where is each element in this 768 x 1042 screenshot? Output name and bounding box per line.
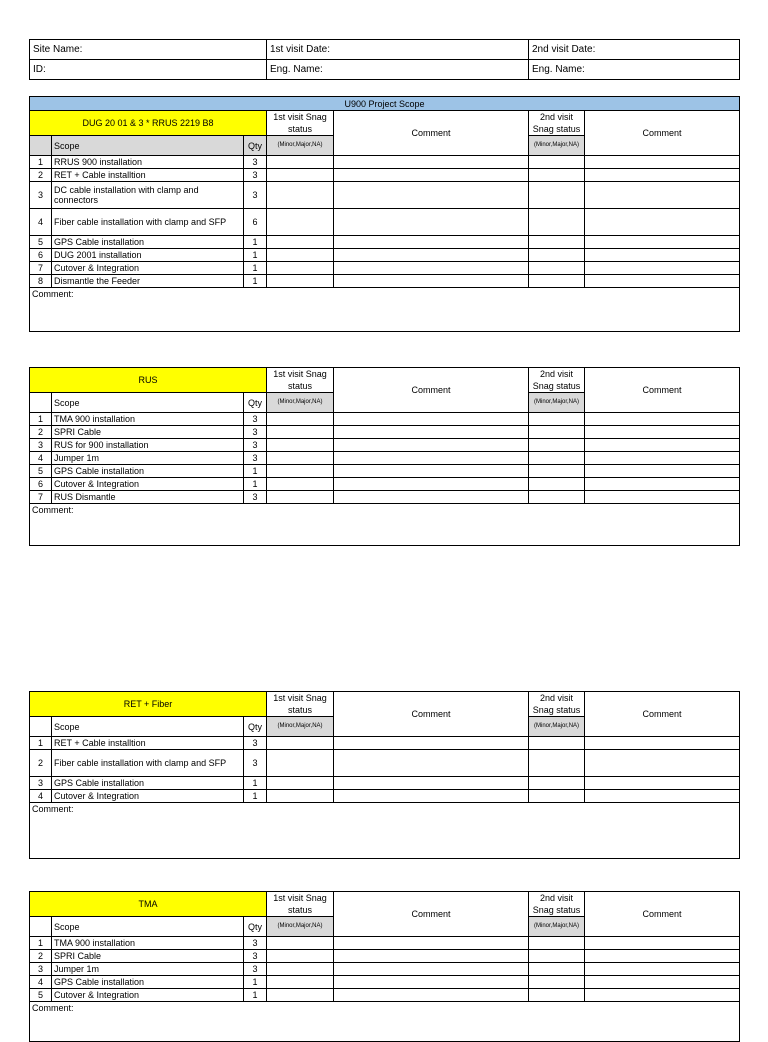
table-row xyxy=(30,426,740,439)
table-row xyxy=(30,262,740,275)
row-qty: 3 xyxy=(244,182,267,209)
row-first-snag-cell[interactable] xyxy=(267,262,334,275)
scope-header: Scope xyxy=(52,717,244,737)
row-scope: Cutover & Integration xyxy=(52,790,244,803)
row-comment-2-cell[interactable] xyxy=(585,209,740,236)
row-comment-1-cell[interactable] xyxy=(334,169,529,182)
section-u900-table xyxy=(29,96,740,332)
row-number: 2 xyxy=(30,950,52,963)
row-number: 5 xyxy=(30,465,52,478)
row-scope: Cutover & Integration xyxy=(52,989,244,1002)
comment-header-1: Comment xyxy=(334,111,529,156)
row-number: 6 xyxy=(30,249,52,262)
row-scope: Jumper 1m xyxy=(52,452,244,465)
row-qty: 1 xyxy=(244,777,267,790)
scope-header: Scope xyxy=(52,917,244,937)
section-comment-box[interactable]: Comment: xyxy=(30,1002,740,1042)
row-number: 4 xyxy=(30,452,52,465)
row-qty: 3 xyxy=(244,452,267,465)
row-second-snag-cell[interactable] xyxy=(529,963,585,976)
row-qty: 1 xyxy=(244,790,267,803)
row-first-snag-cell[interactable] xyxy=(267,950,334,963)
row-second-snag-cell[interactable] xyxy=(529,262,585,275)
row-qty: 3 xyxy=(244,937,267,950)
row-comment-1-cell[interactable] xyxy=(334,777,529,790)
row-comment-2-cell[interactable] xyxy=(585,452,740,465)
row-second-snag-cell[interactable] xyxy=(529,737,585,750)
first-snag-header: 1st visit Snag status xyxy=(267,892,334,917)
row-comment-1-cell[interactable] xyxy=(334,249,529,262)
row-first-snag-cell[interactable] xyxy=(267,209,334,236)
row-comment-1-cell[interactable] xyxy=(334,989,529,1002)
section-title: TMA xyxy=(30,892,267,917)
row-comment-2-cell[interactable] xyxy=(585,737,740,750)
row-first-snag-cell[interactable] xyxy=(267,275,334,288)
section-comment-box[interactable]: Comment: xyxy=(30,803,740,859)
table-row xyxy=(30,976,740,989)
row-second-snag-cell[interactable] xyxy=(529,156,585,169)
row-comment-2-cell[interactable] xyxy=(585,989,740,1002)
row-qty: 1 xyxy=(244,976,267,989)
row-number: 5 xyxy=(30,989,52,1002)
row-comment-1-cell[interactable] xyxy=(334,976,529,989)
row-scope: GPS Cable installation xyxy=(52,777,244,790)
row-qty: 3 xyxy=(244,426,267,439)
row-number: 1 xyxy=(30,937,52,950)
row-number: 8 xyxy=(30,275,52,288)
row-first-snag-cell[interactable] xyxy=(267,790,334,803)
second-snag-subheader: (Minor,Major,NA) xyxy=(529,136,585,156)
table-row xyxy=(30,963,740,976)
comment-header-1: Comment xyxy=(334,692,529,737)
row-first-snag-cell[interactable] xyxy=(267,236,334,249)
row-comment-2-cell[interactable] xyxy=(585,426,740,439)
row-comment-2-cell[interactable] xyxy=(585,156,740,169)
row-number: 1 xyxy=(30,413,52,426)
row-comment-1-cell[interactable] xyxy=(334,236,529,249)
row-first-snag-cell[interactable] xyxy=(267,439,334,452)
row-scope: RUS Dismantle xyxy=(52,491,244,504)
row-comment-2-cell[interactable] xyxy=(585,275,740,288)
row-second-snag-cell[interactable] xyxy=(529,465,585,478)
table-row xyxy=(30,478,740,491)
row-first-snag-cell[interactable] xyxy=(267,156,334,169)
row-comment-2-cell[interactable] xyxy=(585,413,740,426)
row-qty: 1 xyxy=(244,249,267,262)
row-number: 4 xyxy=(30,209,52,236)
id-field[interactable]: ID: xyxy=(30,60,267,80)
row-scope: GPS Cable installation xyxy=(52,465,244,478)
row-qty: 1 xyxy=(244,275,267,288)
row-first-snag-cell[interactable] xyxy=(267,963,334,976)
row-scope: Fiber cable installation with clamp and SFP xyxy=(52,209,244,236)
row-qty: 3 xyxy=(244,750,267,777)
table-row xyxy=(30,937,740,950)
row-first-snag-cell[interactable] xyxy=(267,491,334,504)
row-comment-1-cell[interactable] xyxy=(334,439,529,452)
row-number: 3 xyxy=(30,963,52,976)
table-row xyxy=(30,750,740,777)
section-comment-box[interactable]: Comment: xyxy=(30,504,740,546)
row-comment-2-cell[interactable] xyxy=(585,950,740,963)
row-qty: 6 xyxy=(244,209,267,236)
first-snag-subheader: (Minor,Major,NA) xyxy=(267,917,334,937)
table-row xyxy=(30,156,740,169)
section-title: RET + Fiber xyxy=(30,692,267,717)
row-second-snag-cell[interactable] xyxy=(529,209,585,236)
row-number: 2 xyxy=(30,750,52,777)
row-comment-1-cell[interactable] xyxy=(334,182,529,209)
row-first-snag-cell[interactable] xyxy=(267,465,334,478)
row-scope: RET + Cable installtion xyxy=(52,169,244,182)
row-second-snag-cell[interactable] xyxy=(529,937,585,950)
row-comment-2-cell[interactable] xyxy=(585,182,740,209)
table-row xyxy=(30,491,740,504)
row-number: 3 xyxy=(30,182,52,209)
section-rus-table xyxy=(29,367,740,546)
row-comment-1-cell[interactable] xyxy=(334,750,529,777)
row-comment-2-cell[interactable] xyxy=(585,262,740,275)
row-second-snag-cell[interactable] xyxy=(529,491,585,504)
qty-header: Qty xyxy=(244,393,267,413)
row-second-snag-cell[interactable] xyxy=(529,777,585,790)
row-scope: Cutover & Integration xyxy=(52,478,244,491)
row-first-snag-cell[interactable] xyxy=(267,750,334,777)
comment-header-2: Comment xyxy=(585,111,740,156)
row-second-snag-cell[interactable] xyxy=(529,950,585,963)
table-row xyxy=(30,439,740,452)
row-second-snag-cell[interactable] xyxy=(529,413,585,426)
row-first-snag-cell[interactable] xyxy=(267,182,334,209)
scope-header: Scope xyxy=(52,393,244,413)
table-row xyxy=(30,989,740,1002)
eng-name-2-field[interactable]: Eng. Name: xyxy=(529,60,740,80)
first-snag-subheader: (Minor,Major,NA) xyxy=(267,136,334,156)
row-scope: SPRI Cable xyxy=(52,426,244,439)
section-ret-fiber-table xyxy=(29,691,740,859)
row-comment-1-cell[interactable] xyxy=(334,465,529,478)
section-comment-box[interactable]: Comment: xyxy=(30,288,740,332)
table-row xyxy=(30,737,740,750)
table-row xyxy=(30,236,740,249)
section-title: RUS xyxy=(30,368,267,393)
row-qty: 1 xyxy=(244,465,267,478)
row-scope: RRUS 900 installation xyxy=(52,156,244,169)
row-number: 7 xyxy=(30,491,52,504)
table-row xyxy=(30,465,740,478)
row-second-snag-cell[interactable] xyxy=(529,249,585,262)
first-snag-header: 1st visit Snag status xyxy=(267,368,334,393)
row-number: 1 xyxy=(30,156,52,169)
row-number: 5 xyxy=(30,236,52,249)
second-snag-header: 2nd visit Snag status xyxy=(529,111,585,136)
row-scope: GPS Cable installation xyxy=(52,236,244,249)
row-scope: Cutover & Integration xyxy=(52,262,244,275)
section-tma-table xyxy=(29,891,740,1042)
row-scope: GPS Cable installation xyxy=(52,976,244,989)
row-second-snag-cell[interactable] xyxy=(529,989,585,1002)
row-first-snag-cell[interactable] xyxy=(267,249,334,262)
row-scope: Fiber cable installation with clamp and SFP xyxy=(52,750,244,777)
row-comment-2-cell[interactable] xyxy=(585,976,740,989)
row-first-snag-cell[interactable] xyxy=(267,737,334,750)
row-comment-2-cell[interactable] xyxy=(585,777,740,790)
row-qty: 3 xyxy=(244,439,267,452)
comment-header-1: Comment xyxy=(334,368,529,413)
row-scope: DC cable installation with clamp and connectors xyxy=(52,182,244,209)
row-second-snag-cell[interactable] xyxy=(529,182,585,209)
row-second-snag-cell[interactable] xyxy=(529,750,585,777)
row-number: 2 xyxy=(30,169,52,182)
comment-header-2: Comment xyxy=(585,692,740,737)
section-title: DUG 20 01 & 3 * RRUS 2219 B8 xyxy=(30,111,267,136)
table-row xyxy=(30,275,740,288)
row-number: 2 xyxy=(30,426,52,439)
row-comment-1-cell[interactable] xyxy=(334,426,529,439)
row-number: 3 xyxy=(30,439,52,452)
qty-header: Qty xyxy=(244,917,267,937)
row-first-snag-cell[interactable] xyxy=(267,426,334,439)
row-comment-2-cell[interactable] xyxy=(585,236,740,249)
row-scope: TMA 900 installation xyxy=(52,413,244,426)
row-qty: 1 xyxy=(244,989,267,1002)
row-first-snag-cell[interactable] xyxy=(267,478,334,491)
second-snag-header: 2nd visit Snag status xyxy=(529,368,585,393)
second-visit-date-field[interactable]: 2nd visit Date: xyxy=(529,40,740,60)
row-comment-1-cell[interactable] xyxy=(334,478,529,491)
table-row xyxy=(30,182,740,209)
row-comment-1-cell[interactable] xyxy=(334,262,529,275)
table-row xyxy=(30,209,740,236)
table-row xyxy=(30,169,740,182)
scope-header: Scope xyxy=(52,136,244,156)
row-comment-2-cell[interactable] xyxy=(585,249,740,262)
row-scope: DUG 2001 installation xyxy=(52,249,244,262)
second-snag-subheader: (Minor,Major,NA) xyxy=(529,393,585,413)
row-comment-1-cell[interactable] xyxy=(334,737,529,750)
row-comment-1-cell[interactable] xyxy=(334,937,529,950)
row-second-snag-cell[interactable] xyxy=(529,236,585,249)
first-snag-header: 1st visit Snag status xyxy=(267,111,334,136)
row-second-snag-cell[interactable] xyxy=(529,478,585,491)
row-comment-1-cell[interactable] xyxy=(334,413,529,426)
second-snag-subheader: (Minor,Major,NA) xyxy=(529,917,585,937)
row-number: 1 xyxy=(30,737,52,750)
first-snag-subheader: (Minor,Major,NA) xyxy=(267,717,334,737)
row-comment-1-cell[interactable] xyxy=(334,275,529,288)
project-scope-title: U900 Project Scope xyxy=(30,97,740,111)
row-comment-1-cell[interactable] xyxy=(334,156,529,169)
row-qty: 3 xyxy=(244,950,267,963)
row-scope: RET + Cable installtion xyxy=(52,737,244,750)
row-scope: TMA 900 installation xyxy=(52,937,244,950)
row-comment-1-cell[interactable] xyxy=(334,963,529,976)
site-name-field[interactable]: Site Name: xyxy=(30,40,267,60)
site-info-table xyxy=(29,39,740,80)
row-qty: 3 xyxy=(244,491,267,504)
row-qty: 1 xyxy=(244,262,267,275)
qty-header: Qty xyxy=(244,136,267,156)
row-number: 4 xyxy=(30,976,52,989)
second-snag-subheader: (Minor,Major,NA) xyxy=(529,717,585,737)
row-second-snag-cell[interactable] xyxy=(529,439,585,452)
row-number: 6 xyxy=(30,478,52,491)
row-comment-2-cell[interactable] xyxy=(585,478,740,491)
row-second-snag-cell[interactable] xyxy=(529,426,585,439)
first-snag-header: 1st visit Snag status xyxy=(267,692,334,717)
comment-header-1: Comment xyxy=(334,892,529,937)
row-comment-2-cell[interactable] xyxy=(585,750,740,777)
eng-name-1-field[interactable]: Eng. Name: xyxy=(267,60,529,80)
row-number: 3 xyxy=(30,777,52,790)
row-first-snag-cell[interactable] xyxy=(267,777,334,790)
row-first-snag-cell[interactable] xyxy=(267,413,334,426)
comment-header-2: Comment xyxy=(585,368,740,413)
second-snag-header: 2nd visit Snag status xyxy=(529,692,585,717)
row-qty: 1 xyxy=(244,478,267,491)
table-row xyxy=(30,790,740,803)
first-snag-subheader: (Minor,Major,NA) xyxy=(267,393,334,413)
row-qty: 3 xyxy=(244,156,267,169)
row-first-snag-cell[interactable] xyxy=(267,169,334,182)
row-first-snag-cell[interactable] xyxy=(267,937,334,950)
row-scope: RUS for 900 installation xyxy=(52,439,244,452)
row-first-snag-cell[interactable] xyxy=(267,452,334,465)
table-row xyxy=(30,413,740,426)
row-comment-1-cell[interactable] xyxy=(334,491,529,504)
table-row xyxy=(30,452,740,465)
row-comment-2-cell[interactable] xyxy=(585,937,740,950)
comment-header-2: Comment xyxy=(585,892,740,937)
row-scope: Dismantle the Feeder xyxy=(52,275,244,288)
row-second-snag-cell[interactable] xyxy=(529,790,585,803)
row-comment-1-cell[interactable] xyxy=(334,950,529,963)
row-qty: 1 xyxy=(244,236,267,249)
row-first-snag-cell[interactable] xyxy=(267,989,334,1002)
row-qty: 3 xyxy=(244,963,267,976)
row-scope: SPRI Cable xyxy=(52,950,244,963)
table-row xyxy=(30,249,740,262)
row-comment-2-cell[interactable] xyxy=(585,963,740,976)
row-comment-2-cell[interactable] xyxy=(585,491,740,504)
row-qty: 3 xyxy=(244,413,267,426)
row-comment-1-cell[interactable] xyxy=(334,790,529,803)
row-comment-2-cell[interactable] xyxy=(585,790,740,803)
row-qty: 3 xyxy=(244,737,267,750)
row-second-snag-cell[interactable] xyxy=(529,976,585,989)
qty-header: Qty xyxy=(244,717,267,737)
row-number: 7 xyxy=(30,262,52,275)
row-second-snag-cell[interactable] xyxy=(529,452,585,465)
row-comment-2-cell[interactable] xyxy=(585,169,740,182)
row-second-snag-cell[interactable] xyxy=(529,169,585,182)
row-number: 4 xyxy=(30,790,52,803)
row-comment-1-cell[interactable] xyxy=(334,209,529,236)
row-second-snag-cell[interactable] xyxy=(529,275,585,288)
row-qty: 3 xyxy=(244,169,267,182)
row-comment-2-cell[interactable] xyxy=(585,465,740,478)
row-comment-2-cell[interactable] xyxy=(585,439,740,452)
first-visit-date-field[interactable]: 1st visit Date: xyxy=(267,40,529,60)
row-scope: Jumper 1m xyxy=(52,963,244,976)
table-row xyxy=(30,950,740,963)
second-snag-header: 2nd visit Snag status xyxy=(529,892,585,917)
row-comment-1-cell[interactable] xyxy=(334,452,529,465)
table-row xyxy=(30,777,740,790)
row-first-snag-cell[interactable] xyxy=(267,976,334,989)
